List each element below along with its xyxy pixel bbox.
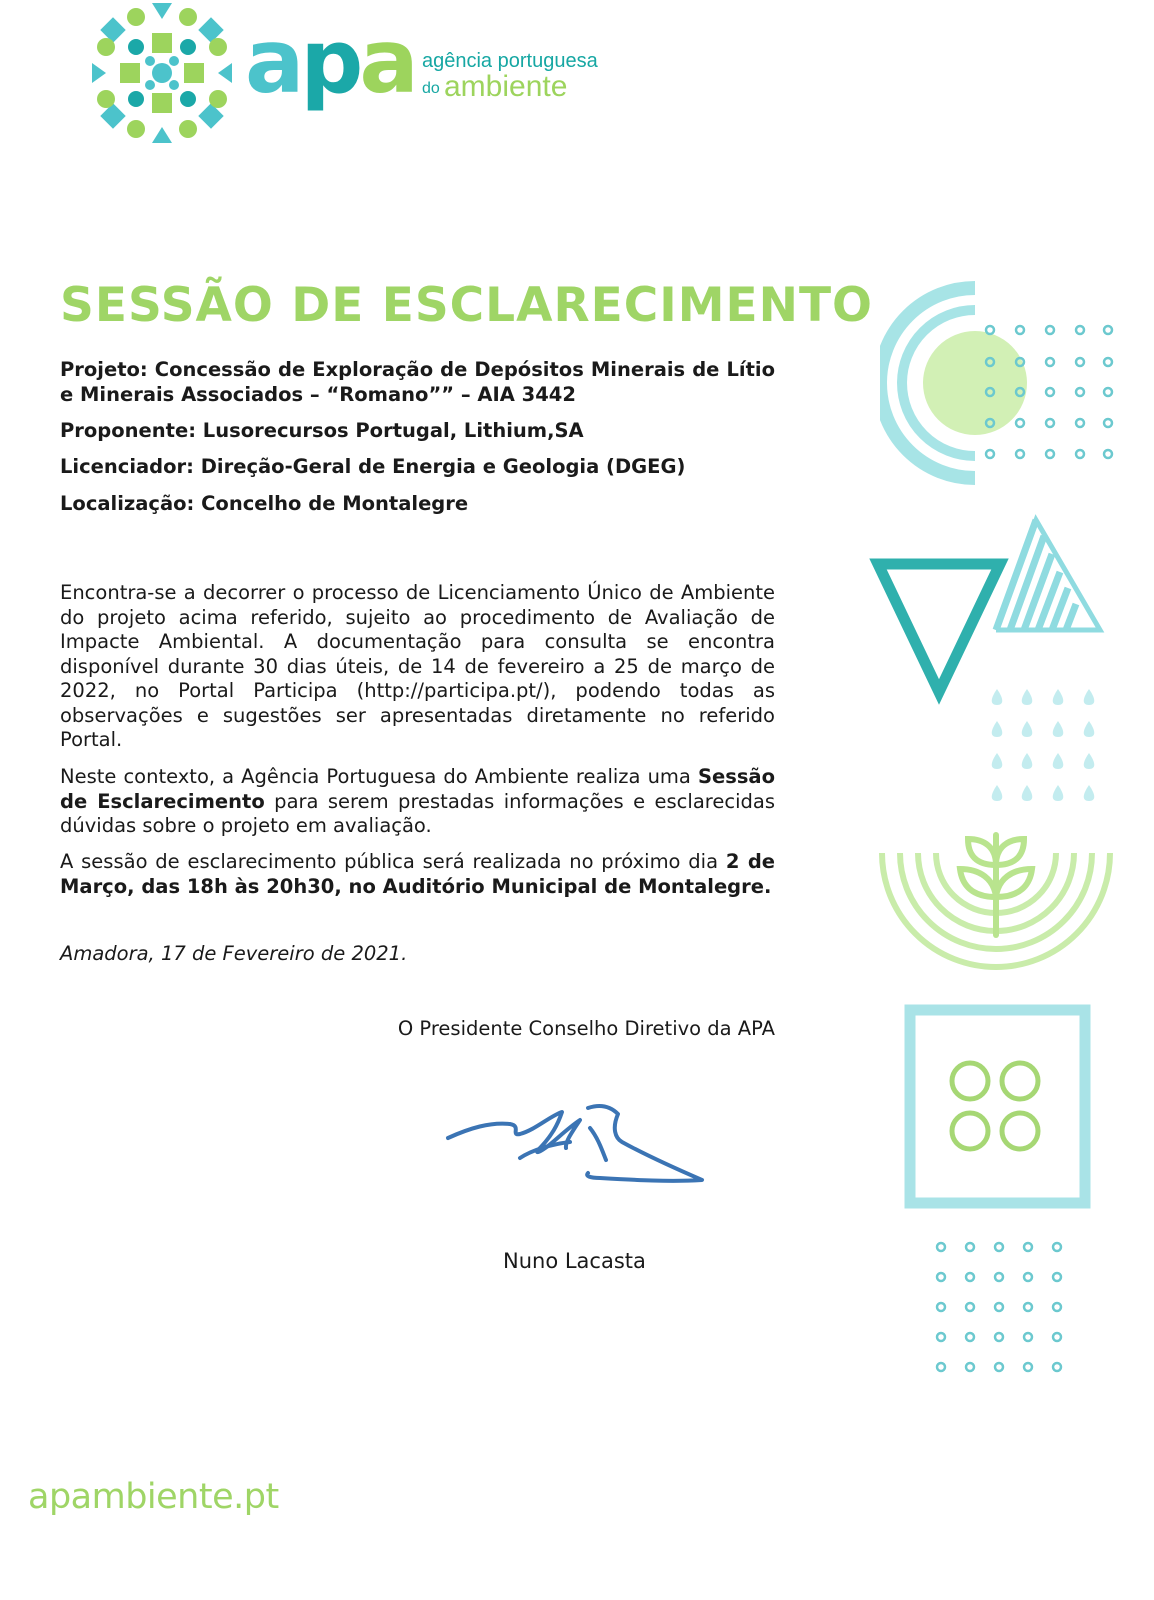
project-line: Projeto: Concessão de Exploração de Depósitos Minerais de Lítio e Minerais Associados – “Romano”” – AIA 3442 — [60, 358, 775, 406]
logo-tagline-do: do — [422, 80, 440, 97]
place-and-date: Amadora, 17 de Fevereiro de 2021. — [60, 942, 408, 965]
paragraph-2-text-start: Neste contexto, a Agência Portuguesa do Ambiente realiza uma — [60, 765, 698, 788]
footer-website: apambiente.pt — [28, 1477, 279, 1517]
logo-letter-p: p — [300, 10, 360, 113]
body-paragraph-3 — [60, 850, 775, 899]
logo-letter-a2: a — [359, 10, 415, 113]
paragraph-2-text-end: para serem prestadas informações e esclarecidas dúvidas sobre o projeto em avaliação. — [60, 789, 775, 837]
decorative-dots-grid-icon — [930, 1235, 1070, 1380]
paragraph-3-text-start: A sessão de esclarecimento pública será realizada no próximo dia — [60, 850, 726, 873]
decorative-plant-icon — [876, 825, 1116, 975]
logo-tagline-line2: ambiente — [444, 70, 568, 103]
signatory-title: O Presidente Conselho Diretivo da APA — [397, 1017, 775, 1040]
decorative-triangles-icon — [868, 512, 1108, 707]
logo-tagline-line1: agência portuguesa — [422, 50, 598, 72]
decorative-water-drops-icon — [980, 683, 1110, 813]
body-paragraph-2 — [60, 765, 775, 839]
signatory-name: Nuno Lacasta — [503, 1249, 646, 1273]
decorative-arc-circle-icon — [880, 280, 1130, 485]
apa-logo-mark — [92, 3, 232, 143]
proponent-line: Proponente: Lusorecursos Portugal, Lithium,SA — [60, 419, 584, 442]
paragraph-3-bold: 2 de Março, das 18h às 20h30, no Auditório Municipal de Montalegre. — [60, 850, 776, 898]
paragraph-2-bold: Sessão de Esclarecimento — [60, 765, 775, 813]
document-title: SESSÃO DE ESCLARECIMENTO — [60, 278, 873, 333]
decorative-square-rings-icon — [900, 1000, 1095, 1213]
location-line: Localização: Concelho de Montalegre — [60, 492, 469, 515]
apa-logo-wordmark — [245, 10, 415, 113]
logo-letter-a1: a — [245, 10, 301, 113]
licensor-line: Licenciador: Direção-Geral de Energia e Geologia (DGEG) — [60, 455, 686, 478]
body-paragraph-1: Encontra-se a decorrer o processo de Licenciamento Único de Ambiente do projeto acima referido, sujeito ao procedimento de Avaliação de Impacte Ambiental. A documentação para consulta se encontra disponível durante 30 dias úteis, de 14 de fevereiro a 25 de março de 2022, no Portal Participa (http://participa.pt/), podendo todas as observações e sugestões ser apresentadas diretamente no referido Portal. — [60, 581, 775, 751]
handwritten-signature — [440, 1098, 710, 1198]
